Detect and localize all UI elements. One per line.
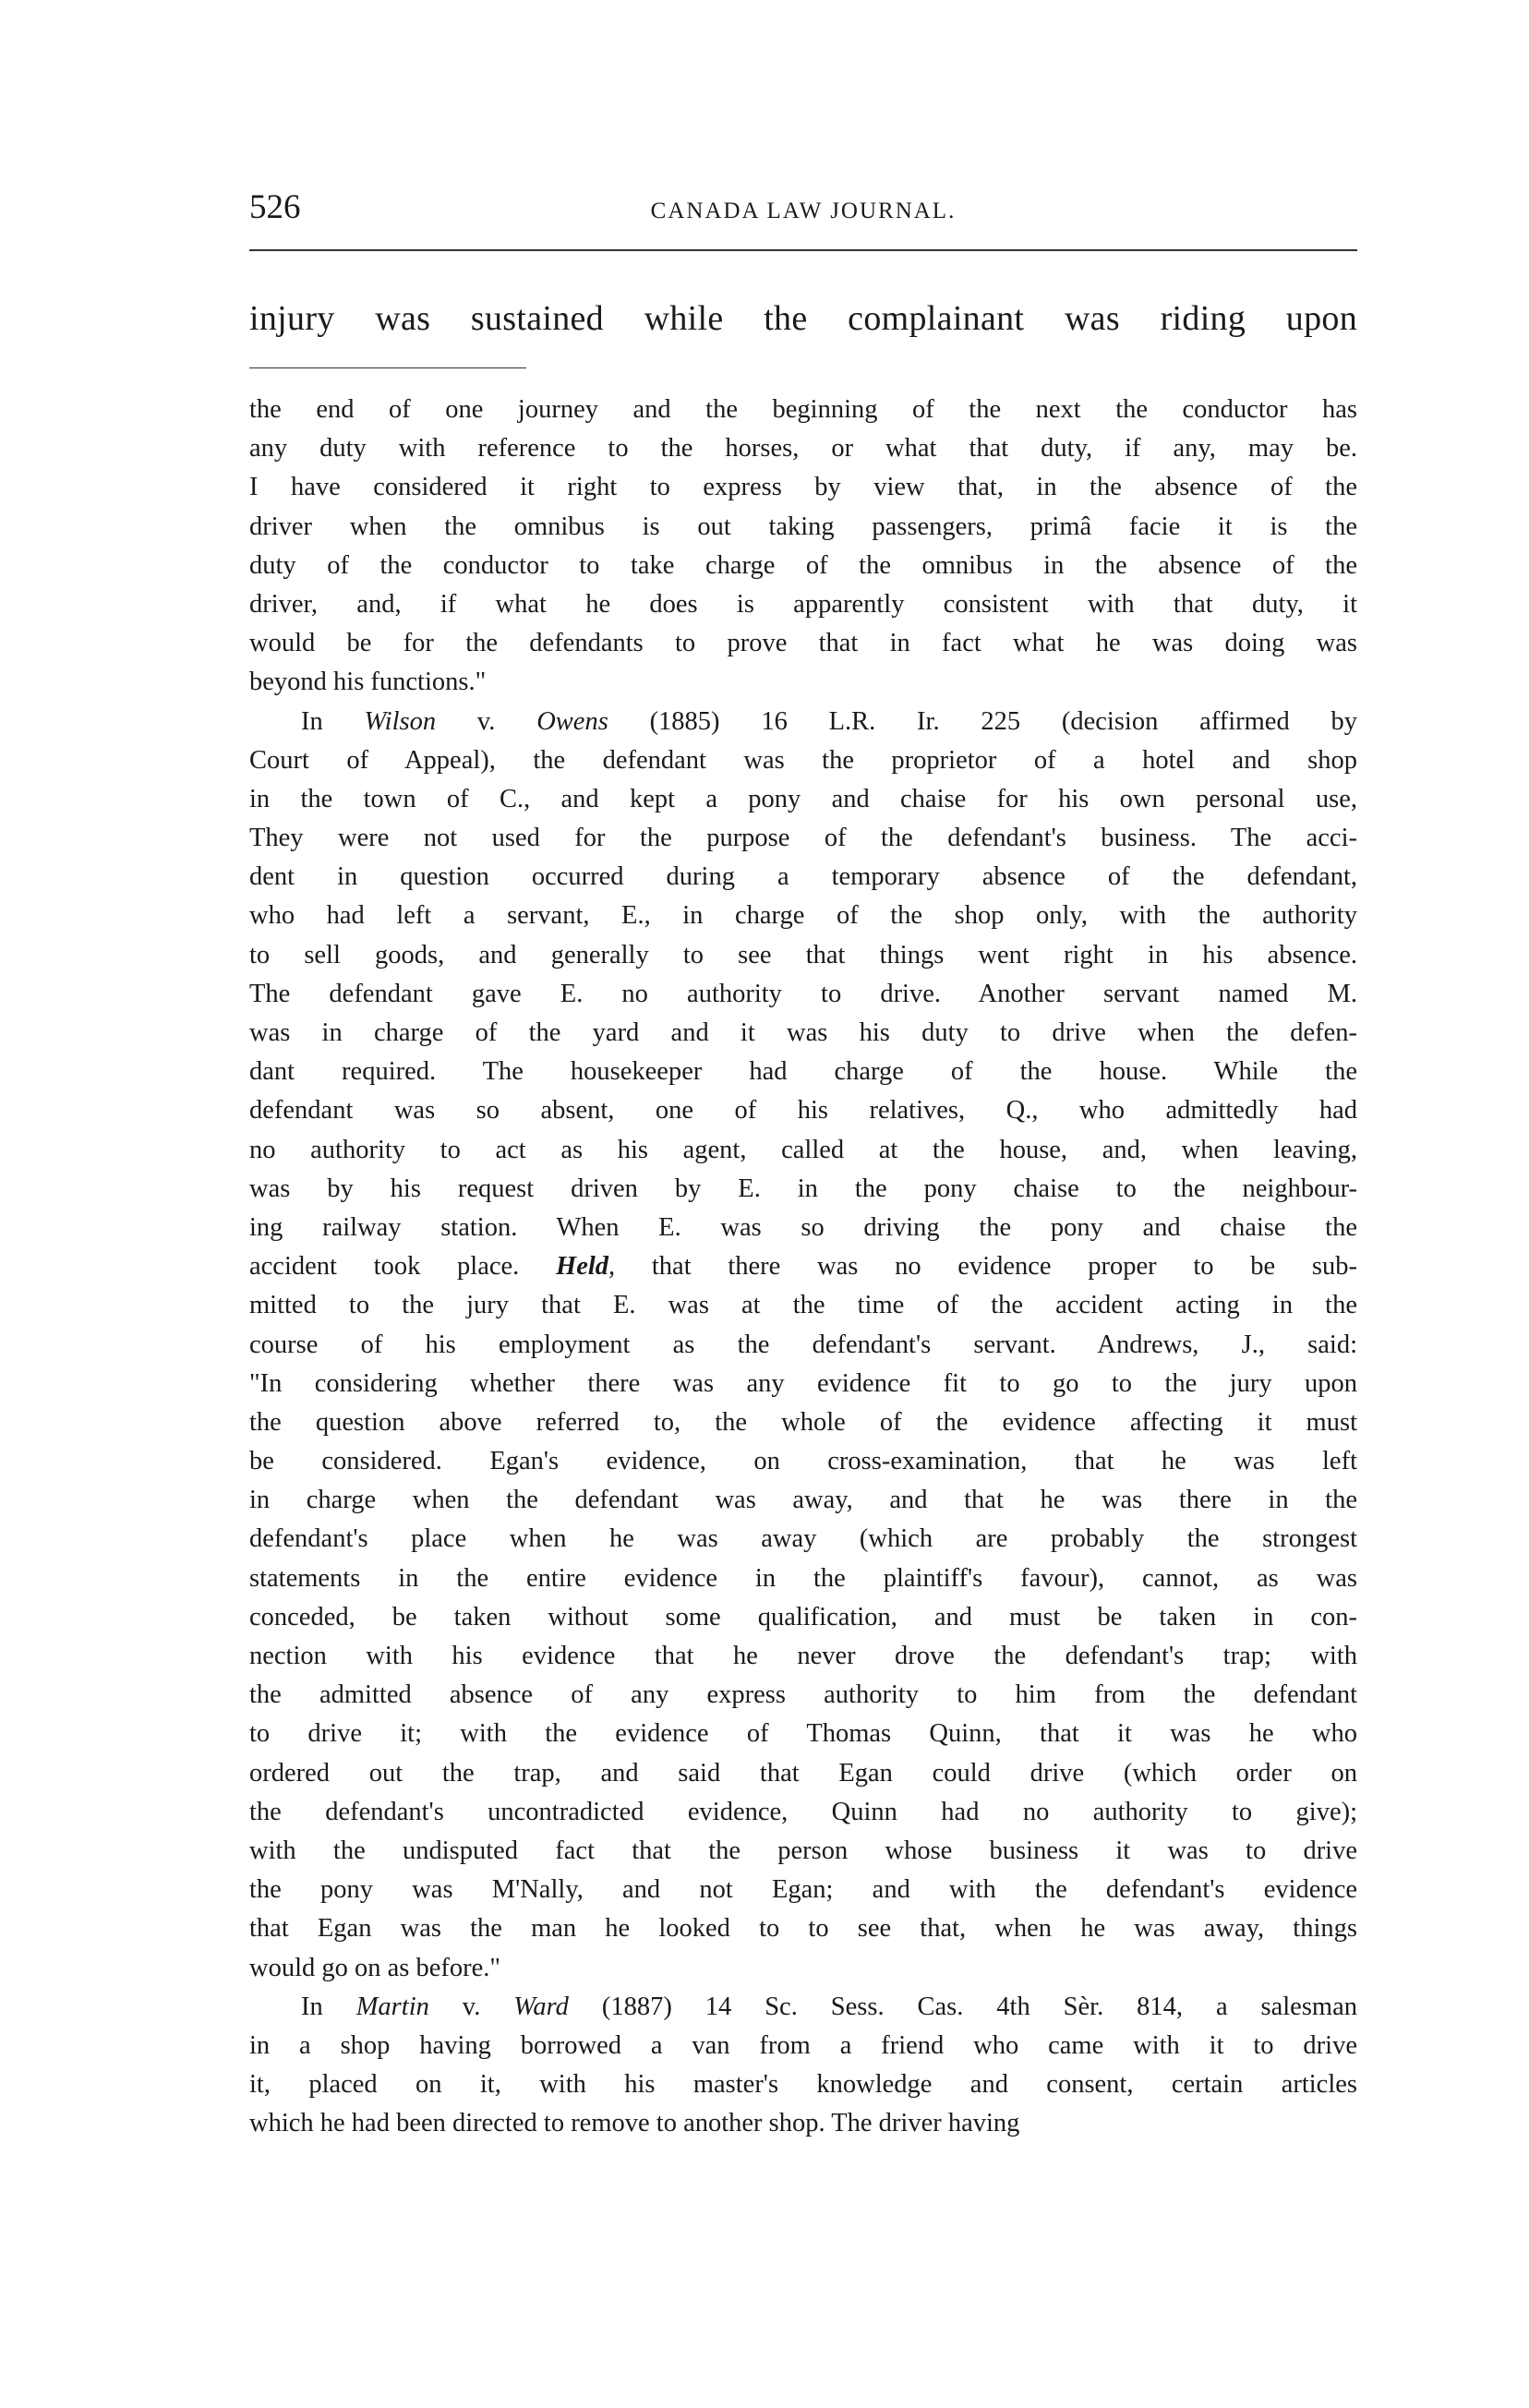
text-line: to sell goods, and generally to see that things went right in his absence. bbox=[249, 940, 1357, 969]
text-line: conceded, be taken without some qualification, and must be taken in con- bbox=[249, 1602, 1357, 1631]
case-name-italic: Martin bbox=[355, 1992, 429, 2021]
paragraph bbox=[249, 1988, 1357, 2144]
text-line: They were not used for the purpose of the defendant's business. The acci- bbox=[249, 824, 1357, 853]
text-fragment: accident took place. bbox=[249, 1252, 557, 1282]
page-number: 526 bbox=[249, 188, 301, 226]
text-fragment: In bbox=[301, 706, 365, 736]
text-fragment: In bbox=[301, 1992, 356, 2021]
journal-title: CANADA LAW JOURNAL. bbox=[650, 199, 957, 223]
header-rule bbox=[249, 249, 1357, 251]
continued-text-line: injury was sustained while the complainant was riding upon bbox=[249, 299, 1357, 338]
text-line: "In considering whether there was any evidence fit to go to the jury upon bbox=[249, 1368, 1357, 1398]
text-line: which he had been directed to remove to another shop. The driver having bbox=[249, 2109, 1020, 2138]
text-line: who had left a servant, E., in charge of the shop only, with the authority bbox=[249, 901, 1357, 931]
text-line: driver, and, if what he does is apparently consistent with that duty, it bbox=[249, 589, 1357, 619]
text-line: the admitted absence of any express authority to him from the defendant bbox=[249, 1680, 1357, 1710]
text-line bbox=[249, 703, 1357, 741]
footnote-separator-rule bbox=[249, 367, 526, 368]
text-line: the end of one journey and the beginning of the next the conductor has bbox=[249, 395, 1357, 424]
text-fragment: v. bbox=[436, 706, 537, 736]
document-page bbox=[249, 180, 1357, 2138]
text-line: in a shop having borrowed a van from a friend who came with it to drive bbox=[249, 2030, 1357, 2060]
text-line: it, placed on it, with his master's knowledge and consent, certain articles bbox=[249, 2070, 1357, 2100]
text-line: with the undisputed fact that the person whose business it was to drive bbox=[249, 1836, 1357, 1865]
case-name-italic: Wilson bbox=[364, 706, 437, 736]
text-line: I have considered it right to express by view that, in the absence of the bbox=[249, 473, 1357, 502]
text-line: driver when the omnibus is out taking passengers, primâ facie it is the bbox=[249, 512, 1357, 541]
text-line: the defendant's uncontradicted evidence, Quinn had no authority to give); bbox=[249, 1797, 1357, 1826]
text-line: in the town of C., and kept a pony and chaise for his own personal use, bbox=[249, 784, 1357, 813]
text-line: defendant was so absent, one of his relatives, Q., who admittedly had bbox=[249, 1096, 1357, 1126]
text-line: would go on as before." bbox=[249, 1953, 501, 1982]
text-line: that Egan was the man he looked to to see that, when he was away, things bbox=[249, 1914, 1357, 1944]
case-name-italic: Owens bbox=[536, 706, 608, 736]
paragraph bbox=[249, 703, 1357, 1988]
text-line: statements in the entire evidence in the plaintiff's favour), cannot, as was bbox=[249, 1563, 1357, 1593]
text-line: to drive it; with the evidence of Thomas Quinn, that it was he who bbox=[249, 1719, 1357, 1749]
text-line: dent in question occurred during a temporary absence of the defendant, bbox=[249, 862, 1357, 892]
case-name-italic: Held bbox=[556, 1252, 609, 1282]
text-line: was by his request driven by E. in the pony chaise to the neighbour- bbox=[249, 1174, 1357, 1203]
text-line: the pony was M'Nally, and not Egan; and with the defendant's evidence bbox=[249, 1875, 1357, 1905]
text-line: was in charge of the yard and it was his duty to drive when the defen- bbox=[249, 1018, 1357, 1047]
text-line: nection with his evidence that he never drove the defendant's trap; with bbox=[249, 1642, 1357, 1670]
text-line: ordered out the trap, and said that Egan could drive (which order on bbox=[249, 1758, 1357, 1788]
text-line: be considered. Egan's evidence, on cross-examination, that he was left bbox=[249, 1447, 1357, 1476]
running-head bbox=[249, 180, 1357, 245]
text-line: duty of the conductor to take charge of the omnibus in the absence of the bbox=[249, 550, 1357, 580]
text-line: the question above referred to, the whole of the evidence affecting it must bbox=[249, 1407, 1357, 1437]
text-line: any duty with reference to the horses, or what that duty, if any, may be. bbox=[249, 434, 1357, 464]
footnote-body bbox=[249, 391, 1357, 2143]
text-line: mitted to the jury that E. was at the time of the accident acting in the bbox=[249, 1291, 1357, 1320]
text-line: The defendant gave E. no authority to drive. Another servant named M. bbox=[249, 979, 1357, 1008]
text-line: no authority to act as his agent, called at the house, and, when leaving, bbox=[249, 1135, 1357, 1164]
text-line bbox=[249, 1247, 1357, 1286]
text-fragment: , that there was no evidence proper to be sub- bbox=[608, 1252, 1357, 1282]
text-line: would be for the defendants to prove that in fact what he was doing was bbox=[249, 629, 1357, 658]
text-fragment: v. bbox=[428, 1992, 514, 2021]
text-line: beyond his functions." bbox=[249, 668, 487, 697]
text-line: course of his employment as the defendant's servant. Andrews, J., said: bbox=[249, 1330, 1357, 1359]
text-line: in charge when the defendant was away, and that he was there in the bbox=[249, 1486, 1357, 1515]
text-line: ing railway station. When E. was so driving the pony and chaise the bbox=[249, 1212, 1357, 1242]
text-line: dant required. The housekeeper had charge of the house. While the bbox=[249, 1057, 1357, 1087]
text-fragment: (1887) 14 Sc. Sess. Cas. 4th Sèr. 814, a salesman bbox=[568, 1992, 1357, 2021]
paragraph bbox=[249, 391, 1357, 703]
text-line: defendant's place when he was away (which are probably the strongest bbox=[249, 1524, 1357, 1554]
text-fragment: (1885) 16 L.R. Ir. 225 (decision affirmed by bbox=[608, 706, 1357, 736]
case-name-italic: Ward bbox=[513, 1992, 569, 2021]
text-line: Court of Appeal), the defendant was the proprietor of a hotel and shop bbox=[249, 745, 1357, 775]
text-line bbox=[249, 1988, 1357, 2027]
